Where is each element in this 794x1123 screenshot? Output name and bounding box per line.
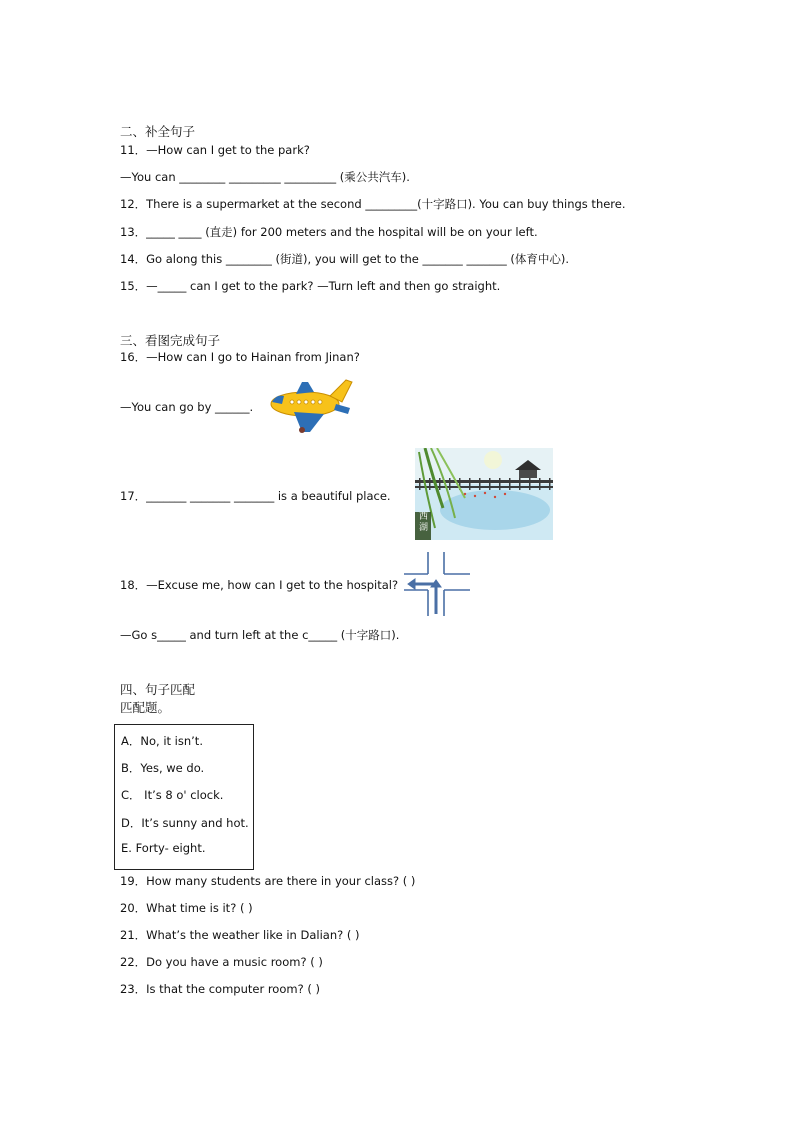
question-14: 14．Go along this ________ (街道), you will get to the _______ _______ (体育中心). bbox=[120, 252, 569, 266]
west-lake-label: 西湖 bbox=[419, 512, 429, 533]
question-16-prompt: 16．—How can I go to Hainan from Jinan? bbox=[120, 350, 360, 364]
question-15: 15．—_____ can I get to the park? —Turn left and then go straight. bbox=[120, 279, 501, 293]
question-17: 17．_______ _______ _______ is a beautiful place. bbox=[120, 489, 391, 503]
option-b: B．Yes, we do. bbox=[121, 761, 205, 775]
question-18-answer-line: —Go s_____ and turn left at the c_____ (十字路口). bbox=[120, 628, 400, 642]
option-c: C． It’s 8 o' clock. bbox=[121, 788, 224, 802]
section-4-title: 四、句子匹配 bbox=[120, 682, 196, 697]
question-16-answer-line: —You can go by ______. bbox=[120, 400, 254, 414]
question-12: 12．There is a supermarket at the second _________(十字路口). You can buy things there. bbox=[120, 197, 626, 211]
question-21: 21．What’s the weather like in Dalian? ( ) bbox=[120, 928, 360, 942]
question-18-prompt: 18．—Excuse me, how can I get to the hospital? bbox=[120, 578, 399, 592]
option-a: A．No, it isn’t. bbox=[121, 734, 203, 748]
question-11-answer-line: —You can ________ _________ _________ (乘公共汽车). bbox=[120, 170, 410, 184]
question-22: 22．Do you have a music room? ( ) bbox=[120, 955, 323, 969]
question-20: 20．What time is it? ( ) bbox=[120, 901, 253, 915]
question-23: 23．Is that the computer room? ( ) bbox=[120, 982, 320, 996]
question-19: 19．How many students are there in your class? ( ) bbox=[120, 874, 416, 888]
section-4-subtitle: 匹配题。 bbox=[120, 700, 171, 715]
question-11-prompt: 11．—How can I get to the park? bbox=[120, 143, 310, 157]
option-e: E. Forty- eight. bbox=[121, 841, 206, 855]
airplane-image bbox=[264, 374, 354, 438]
options-box bbox=[114, 724, 254, 870]
option-d: D．It’s sunny and hot. bbox=[121, 816, 249, 830]
crossroad-direction-image bbox=[404, 552, 470, 616]
section-2-title: 二、补全句子 bbox=[120, 124, 196, 139]
west-lake-image bbox=[415, 448, 553, 540]
section-3-title: 三、看图完成句子 bbox=[120, 333, 221, 348]
question-13: 13．_____ ____ (直走) for 200 meters and the hospital will be on your left. bbox=[120, 225, 538, 239]
